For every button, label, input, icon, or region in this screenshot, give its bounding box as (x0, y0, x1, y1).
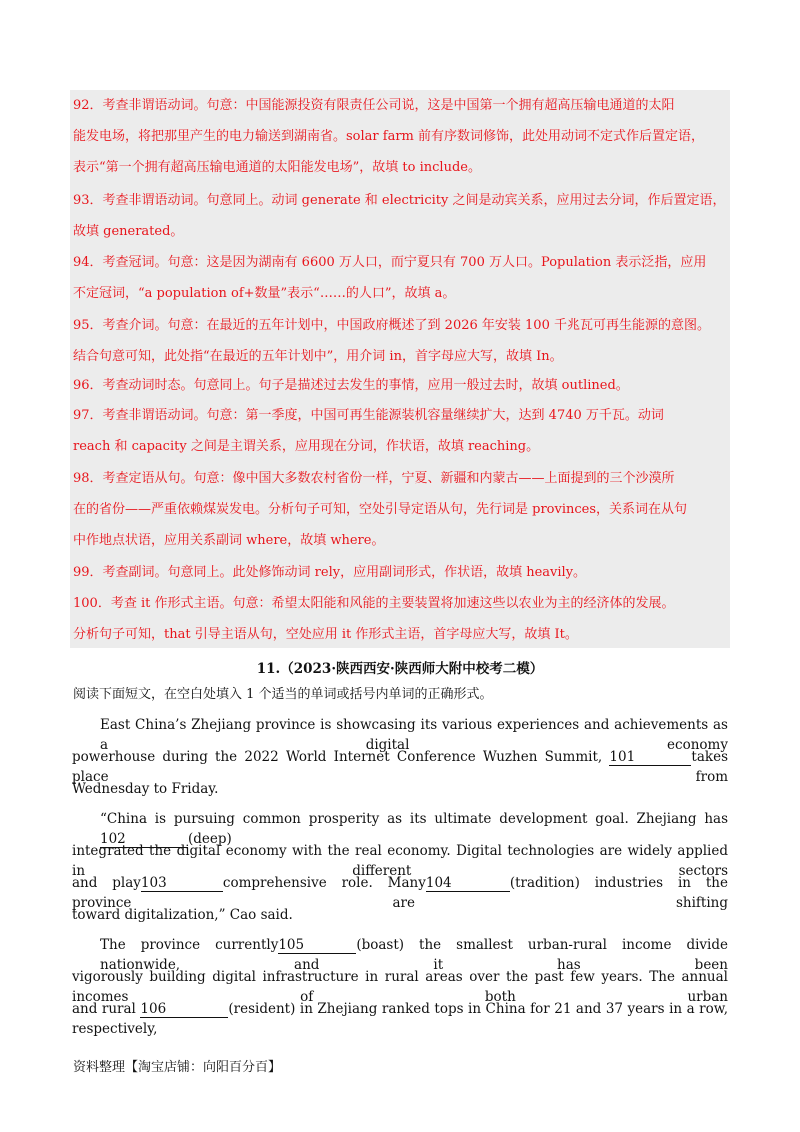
answer-line: 96．考查动词时态。句意同上。句子是描述过去发生的事情，应用一般过去时，故填 outlined。 (73, 378, 629, 393)
blank-106[interactable]: 106 (140, 1001, 228, 1018)
blank-101[interactable]: 101 (609, 749, 691, 766)
answer-line: reach 和 capacity 之间是主谓关系，应用现在分词，作状语，故填 reaching。 (73, 439, 540, 454)
answer-line: 分析句子可知，that 引导主语从句，空处应用 it 作形式主语，首字母应大写，故填 It。 (73, 627, 578, 642)
instruction-text: 阅读下面短文，在空白处填入 1 个适当的单词或括号内单词的正确形式。 (73, 687, 493, 702)
footer-text: 资料整理【淘宝店铺：向阳百分百】 (73, 1060, 282, 1075)
answer-line: 98．考查定语从句。句意：像中国大多数农村省份一样，宁夏、新疆和内蒙古——上面提到的三个沙漠所 (73, 471, 675, 486)
answer-line: 结合句意可知，此处指“在最近的五年计划中”，用介词 in，首字母应大写，故填 In。 (73, 349, 563, 364)
passage-text: (deep) (188, 831, 232, 847)
passage-text: The province currently (100, 937, 279, 953)
passage-text: (boast) the smallest urban-rural income divide nationwide, and it has been (100, 937, 728, 973)
passage-text: (tradition) industries in the province are shifting (72, 875, 728, 911)
passage-text: and play (72, 875, 141, 891)
answer-line: 表示“第一个拥有超高压输电通道的太阳能发电场”，故填 to include。 (73, 160, 481, 175)
passage-line: toward digitalization,” Cao said. (72, 907, 293, 923)
answer-line: 95．考查介词。句意：在最近的五年计划中，中国政府概述了到 2026 年安装 100 千兆瓦可再生能源的意图。 (73, 318, 710, 333)
answer-line: 93．考查非谓语动词。句意同上。动词 generate 和 electricity 之间是动宾关系，应用过去分词，作后置定语， (73, 193, 726, 208)
passage-text: (resident) in Zhejiang ranked tops in China for 21 and 37 years in a row, respectively, (72, 1001, 728, 1037)
passage-text: takes place from (72, 749, 728, 785)
answer-line: 故填 generated。 (73, 224, 184, 239)
passage-text: comprehensive role. Many (222, 875, 426, 891)
answer-line: 能发电场，将把那里产生的电力输送到湖南省。solar farm 前有序数词修饰，此处用动词不定式作后置定语， (73, 129, 704, 144)
passage-text: powerhouse during the 2022 World Internet Conference Wuzhen Summit, (72, 749, 603, 765)
answer-line: 99．考查副词。句意同上。此处修饰动词 rely，应用副词形式，作状语，故填 heavily。 (73, 565, 587, 580)
answer-line: 92．考查非谓语动词。句意：中国能源投资有限责任公司说，这是中国第一个拥有超高压输电通道的太阳 (73, 98, 675, 113)
passage-line (72, 999, 728, 1039)
answer-line: 97．考查非谓语动词。句意：第一季度，中国可再生能源装机容量继续扩大，达到 4740 万千瓦。动词 (73, 408, 664, 423)
blank-105[interactable]: 105 (278, 937, 356, 954)
passage-line: East China’s Zhejiang province is showcasing its various experiences and achievements as a digital economy (100, 717, 728, 753)
answer-line: 94．考查冠词。句意：这是因为湖南有 6600 万人口，而宁夏只有 700 万人口。Population 表示泛指，应用 (73, 255, 707, 270)
blank-102[interactable]: 102 (100, 831, 188, 848)
passage-line: Wednesday to Friday. (72, 781, 219, 797)
passage-line: vigorously building digital infrastructure in rural areas over the past few years. The annual incomes of both urban (72, 969, 728, 1005)
section-title: 11.（2023·陕西西安·陕西师大附中校考二模） (256, 661, 544, 677)
answer-line: 中作地点状语，应用关系副词 where，故填 where。 (73, 533, 385, 548)
blank-104[interactable]: 104 (426, 875, 510, 892)
answer-line: 在的省份——严重依赖煤炭发电。分析句子可知，空处引导定语从句，先行词是 provinces，关系词在从句 (73, 502, 688, 517)
answer-line: 不定冠词，“a population of+数量”表示“……的人口”，故填 a。 (73, 286, 456, 301)
blank-103[interactable]: 103 (141, 875, 223, 892)
passage-line: integrated the digital economy with the real economy. Digital technologies are widely applied in different sectors (72, 843, 728, 879)
passage-text: and rural (72, 1001, 136, 1017)
passage-text: “China is pursuing common prosperity as its ultimate development goal. Zhejiang has (100, 811, 728, 827)
answer-line: 100．考查 it 作形式主语。句意：希望太阳能和风能的主要装置将加速这些以农业为主的经济体的发展。 (73, 596, 675, 611)
